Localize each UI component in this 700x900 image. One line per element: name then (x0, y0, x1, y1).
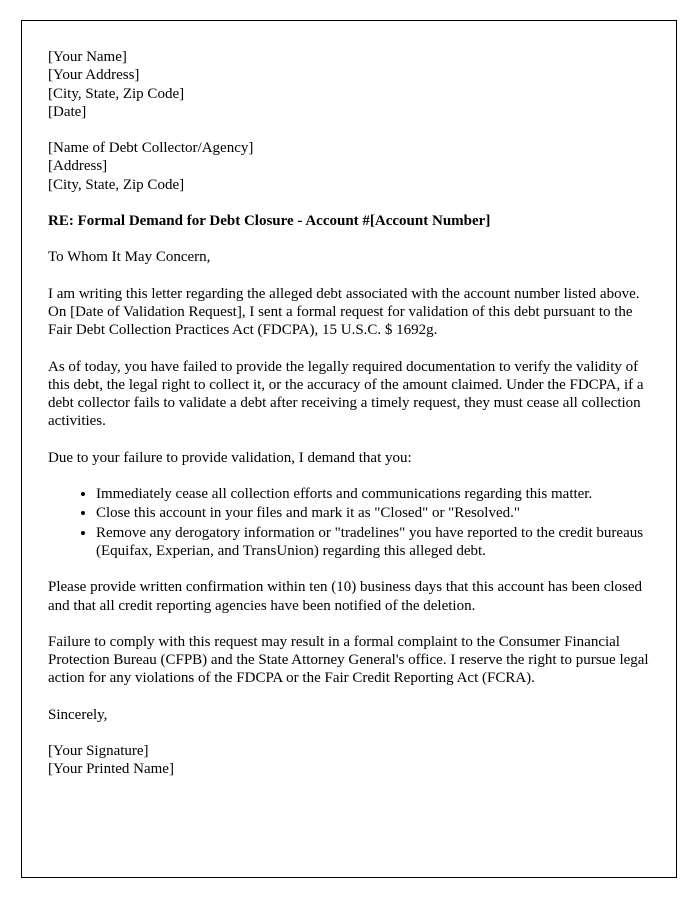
signature-block (48, 742, 650, 779)
demand-item-close-account: • Close this account in your files and mark it as "Closed" or "Resolved." (96, 504, 650, 522)
demand-item-cease-collection: • Immediately cease all collection efforts and communications regarding this matter. (96, 485, 650, 503)
demands-list (48, 485, 650, 560)
recipient-address-block (48, 139, 650, 194)
paragraph-failure-to-validate: As of today, you have failed to provide the legally required documentation to verify the validity of this debt, the legal right to collect it, or the accuracy of the amount claimed. Under the FDCPA, if a debt collector fails to validate a debt after receiving a timely request, they must cease all collection activities. (48, 358, 644, 430)
paragraph-validation-request: I am writing this letter regarding the alleged debt associated with the account number listed above. On [Date of Validation Request], I sent a formal request for validation of this debt pursuant to the Fair Debt Collection Practices Act (FDCPA), 15 U.S.C. $ 1692g. (48, 285, 640, 339)
printed-name-placeholder: [Your Printed Name] (48, 761, 174, 778)
salutation: To Whom It May Concern, (48, 249, 211, 266)
recipient-name: [Name of Debt Collector/Agency] (48, 140, 254, 157)
demand-intro: Due to your failure to provide validation, I demand that you: (48, 449, 412, 466)
sender-address-block (48, 48, 650, 121)
sender-name: [Your Name] (48, 49, 127, 65)
letter-date: [Date] (48, 103, 87, 120)
letter-page (21, 20, 677, 878)
valediction: Sincerely, (48, 706, 108, 723)
paragraph-failure-to-comply: Failure to comply with this request may result in a formal complaint to the Consumer Financial Protection Bureau (CFPB) and the State Attorney General's office. I reserve the right to pursue legal action for any violations of the FDCPA or the Fair Credit Reporting Act (FCRA). (48, 633, 649, 687)
signature-placeholder: [Your Signature] (48, 743, 149, 760)
sender-city-state-zip: [City, State, Zip Code] (48, 85, 185, 102)
demand-item-remove-tradelines: • Remove any derogatory information or "tradelines" you have reported to the credit bureaus (Equifax, Experian, and TransUnion) regarding this alleged debt. (96, 524, 650, 561)
letter-body (22, 21, 676, 779)
paragraph-written-confirmation: Please provide written confirmation within ten (10) business days that this account has been closed and that all credit reporting agencies have been notified of the deletion. (48, 579, 643, 614)
subject-line: RE: Formal Demand for Debt Closure - Account #[Account Number] (48, 213, 491, 230)
recipient-address: [Address] (48, 158, 108, 175)
recipient-city-state-zip: [City, State, Zip Code] (48, 176, 185, 193)
sender-address: [Your Address] (48, 67, 140, 84)
